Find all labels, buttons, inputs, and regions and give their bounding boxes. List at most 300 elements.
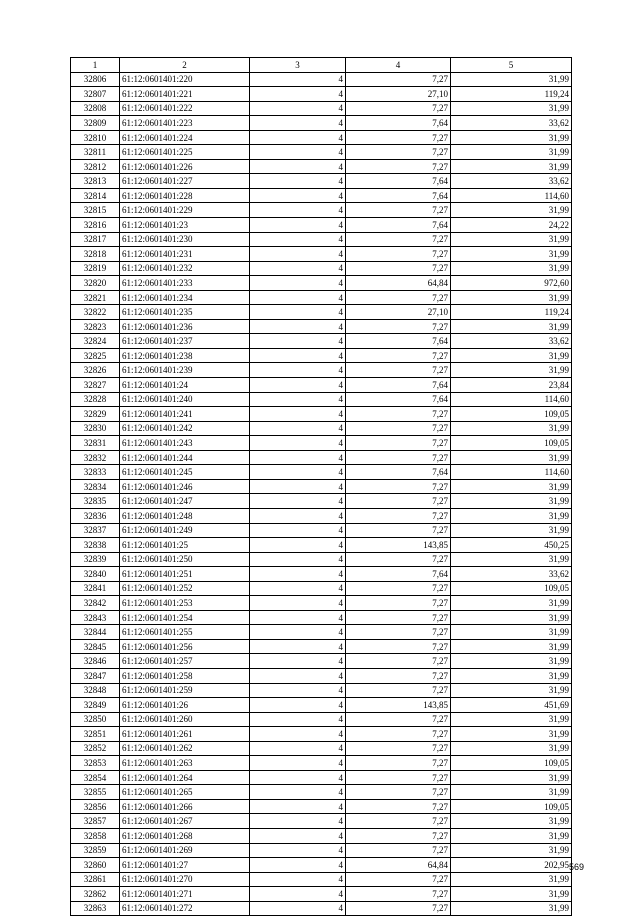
column-3-cell: 4 [250,116,346,131]
column-3-cell: 4 [250,261,346,276]
column-5-cell: 33,62 [451,334,572,349]
column-3-cell: 4 [250,610,346,625]
column-3-cell: 4 [250,683,346,698]
column-3-cell: 4 [250,392,346,407]
column-3-cell: 4 [250,668,346,683]
column-4-cell: 7,27 [346,159,451,174]
column-header: 1 [71,58,120,73]
column-3-cell: 4 [250,712,346,727]
column-3-cell: 4 [250,145,346,160]
row-number-cell: 32831 [71,436,120,451]
column-5-cell: 23,84 [451,378,572,393]
column-3-cell: 4 [250,159,346,174]
column-3-cell: 4 [250,552,346,567]
table-row [71,203,572,218]
column-5-cell: 114,60 [451,392,572,407]
column-5-cell: 31,99 [451,552,572,567]
column-3-cell: 4 [250,305,346,320]
table-row [71,305,572,320]
column-5-cell: 202,95 [451,858,572,873]
table-row [71,392,572,407]
table-row [71,552,572,567]
column-5-cell: 972,60 [451,276,572,291]
table-row [71,741,572,756]
column-4-cell: 7,27 [346,363,451,378]
column-5-cell: 33,62 [451,567,572,582]
row-number-cell: 32822 [71,305,120,320]
table-row [71,508,572,523]
column-4-cell: 64,84 [346,276,451,291]
column-4-cell: 7,27 [346,741,451,756]
column-4-cell: 7,27 [346,290,451,305]
cadastral-number-cell: 61:12:0601401:269 [120,843,250,858]
column-5-cell: 31,99 [451,348,572,363]
column-header: 2 [120,58,250,73]
column-4-cell: 7,27 [346,130,451,145]
column-5-cell: 31,99 [451,72,572,87]
cadastral-number-cell: 61:12:0601401:264 [120,770,250,785]
column-3-cell: 4 [250,799,346,814]
row-number-cell: 32843 [71,610,120,625]
column-4-cell: 7,27 [346,683,451,698]
row-number-cell: 32821 [71,290,120,305]
column-5-cell: 31,99 [451,450,572,465]
row-number-cell: 32819 [71,261,120,276]
column-4-cell: 7,27 [346,494,451,509]
table-row [71,625,572,640]
column-5-cell: 109,05 [451,581,572,596]
table-row [71,799,572,814]
column-3-cell: 4 [250,319,346,334]
column-4-cell: 7,27 [346,799,451,814]
column-3-cell: 4 [250,494,346,509]
cadastral-number-cell: 61:12:0601401:235 [120,305,250,320]
column-5-cell: 119,24 [451,305,572,320]
column-header: 5 [451,58,572,73]
cadastral-number-cell: 61:12:0601401:270 [120,872,250,887]
cadastral-number-cell: 61:12:0601401:271 [120,887,250,902]
cadastral-number-cell: 61:12:0601401:263 [120,756,250,771]
cadastral-number-cell: 61:12:0601401:230 [120,232,250,247]
column-4-cell: 7,27 [346,727,451,742]
column-5-cell: 31,99 [451,654,572,669]
cadastral-number-cell: 61:12:0601401:239 [120,363,250,378]
column-3-cell: 4 [250,218,346,233]
column-3-cell: 4 [250,247,346,262]
column-3-cell: 4 [250,203,346,218]
column-4-cell: 143,85 [346,698,451,713]
row-number-cell: 32813 [71,174,120,189]
column-4-cell: 7,27 [346,436,451,451]
row-number-cell: 32832 [71,450,120,465]
column-3-cell: 4 [250,87,346,102]
table-row [71,828,572,843]
row-number-cell: 32835 [71,494,120,509]
cadastral-number-cell: 61:12:0601401:222 [120,101,250,116]
row-number-cell: 32860 [71,858,120,873]
column-4-cell: 7,27 [346,785,451,800]
cadastral-number-cell: 61:12:0601401:237 [120,334,250,349]
column-4-cell: 7,27 [346,843,451,858]
row-number-cell: 32820 [71,276,120,291]
table-row [71,683,572,698]
table-row [71,581,572,596]
column-4-cell: 7,27 [346,552,451,567]
table-row [71,87,572,102]
cadastral-number-cell: 61:12:0601401:253 [120,596,250,611]
column-5-cell: 31,99 [451,901,572,916]
cadastral-number-cell: 61:12:0601401:244 [120,450,250,465]
table-row [71,654,572,669]
row-number-cell: 32823 [71,319,120,334]
cadastral-number-cell: 61:12:0601401:232 [120,261,250,276]
row-number-cell: 32817 [71,232,120,247]
row-number-cell: 32851 [71,727,120,742]
column-5-cell: 114,60 [451,465,572,480]
column-4-cell: 7,27 [346,319,451,334]
table-row [71,668,572,683]
column-5-cell: 31,99 [451,479,572,494]
row-number-cell: 32808 [71,101,120,116]
table-row [71,712,572,727]
column-3-cell: 4 [250,523,346,538]
column-header: 3 [250,58,346,73]
row-number-cell: 32826 [71,363,120,378]
table-row [71,72,572,87]
column-4-cell: 7,27 [346,887,451,902]
column-4-cell: 7,27 [346,610,451,625]
row-number-cell: 32833 [71,465,120,480]
column-5-cell: 31,99 [451,232,572,247]
cadastral-number-cell: 61:12:0601401:226 [120,159,250,174]
column-3-cell: 4 [250,276,346,291]
column-4-cell: 7,27 [346,625,451,640]
table-row [71,858,572,873]
row-number-cell: 32840 [71,567,120,582]
column-4-cell: 64,84 [346,858,451,873]
table-row [71,290,572,305]
row-number-cell: 32852 [71,741,120,756]
column-3-cell: 4 [250,727,346,742]
column-3-cell: 4 [250,479,346,494]
table-row [71,538,572,553]
cadastral-number-cell: 61:12:0601401:227 [120,174,250,189]
row-number-cell: 32853 [71,756,120,771]
row-number-cell: 32859 [71,843,120,858]
column-3-cell: 4 [250,756,346,771]
cadastral-number-cell: 61:12:0601401:272 [120,901,250,916]
column-4-cell: 7,27 [346,814,451,829]
table-row [71,494,572,509]
row-number-cell: 32848 [71,683,120,698]
row-number-cell: 32845 [71,639,120,654]
cadastral-number-cell: 61:12:0601401:229 [120,203,250,218]
column-4-cell: 7,27 [346,654,451,669]
cadastral-number-cell: 61:12:0601401:27 [120,858,250,873]
cadastral-number-cell: 61:12:0601401:267 [120,814,250,829]
table-row [71,247,572,262]
table-row [71,363,572,378]
table-row [71,567,572,582]
column-4-cell: 7,27 [346,770,451,785]
column-3-cell: 4 [250,450,346,465]
column-3-cell: 4 [250,363,346,378]
cadastral-number-cell: 61:12:0601401:234 [120,290,250,305]
cadastral-number-cell: 61:12:0601401:240 [120,392,250,407]
table-row [71,698,572,713]
column-4-cell: 27,10 [346,87,451,102]
row-number-cell: 32811 [71,145,120,160]
column-3-cell: 4 [250,174,346,189]
table-row [71,843,572,858]
cadastral-number-cell: 61:12:0601401:259 [120,683,250,698]
cadastral-number-cell: 61:12:0601401:242 [120,421,250,436]
row-number-cell: 32841 [71,581,120,596]
column-3-cell: 4 [250,901,346,916]
column-3-cell: 4 [250,334,346,349]
cadastral-number-cell: 61:12:0601401:245 [120,465,250,480]
column-4-cell: 7,27 [346,901,451,916]
column-5-cell: 31,99 [451,770,572,785]
table-row [71,421,572,436]
column-5-cell: 109,05 [451,407,572,422]
table-row [71,261,572,276]
column-header: 4 [346,58,451,73]
cadastral-number-cell: 61:12:0601401:225 [120,145,250,160]
table-row [71,785,572,800]
row-number-cell: 32862 [71,887,120,902]
row-number-cell: 32849 [71,698,120,713]
row-number-cell: 32827 [71,378,120,393]
column-5-cell: 31,99 [451,261,572,276]
header-row [71,58,572,73]
column-5-cell: 31,99 [451,130,572,145]
column-4-cell: 7,27 [346,668,451,683]
row-number-cell: 32816 [71,218,120,233]
cadastral-number-cell: 61:12:0601401:261 [120,727,250,742]
column-3-cell: 4 [250,101,346,116]
column-3-cell: 4 [250,828,346,843]
row-number-cell: 32855 [71,785,120,800]
cadastral-number-cell: 61:12:0601401:228 [120,188,250,203]
column-3-cell: 4 [250,290,346,305]
table-row [71,159,572,174]
column-4-cell: 7,64 [346,378,451,393]
row-number-cell: 32839 [71,552,120,567]
column-4-cell: 7,64 [346,174,451,189]
column-3-cell: 4 [250,625,346,640]
column-4-cell: 7,27 [346,101,451,116]
table-row [71,116,572,131]
table-row [71,596,572,611]
column-4-cell: 7,64 [346,567,451,582]
column-3-cell: 4 [250,465,346,480]
table-row [71,770,572,785]
column-4-cell: 7,27 [346,581,451,596]
cadastral-number-cell: 61:12:0601401:26 [120,698,250,713]
table-row [71,450,572,465]
column-3-cell: 4 [250,858,346,873]
column-4-cell: 7,27 [346,479,451,494]
cadastral-number-cell: 61:12:0601401:23 [120,218,250,233]
column-3-cell: 4 [250,770,346,785]
row-number-cell: 32809 [71,116,120,131]
row-number-cell: 32810 [71,130,120,145]
column-5-cell: 119,24 [451,87,572,102]
column-4-cell: 143,85 [346,538,451,553]
column-4-cell: 7,64 [346,116,451,131]
row-number-cell: 32829 [71,407,120,422]
column-3-cell: 4 [250,567,346,582]
row-number-cell: 32863 [71,901,120,916]
column-5-cell: 450,25 [451,538,572,553]
table-row [71,232,572,247]
table-row [71,639,572,654]
column-3-cell: 4 [250,872,346,887]
cadastral-number-cell: 61:12:0601401:238 [120,348,250,363]
column-5-cell: 31,99 [451,101,572,116]
cadastral-number-cell: 61:12:0601401:236 [120,319,250,334]
row-number-cell: 32830 [71,421,120,436]
cadastral-number-cell: 61:12:0601401:252 [120,581,250,596]
cadastral-number-cell: 61:12:0601401:231 [120,247,250,262]
cadastral-number-cell: 61:12:0601401:256 [120,639,250,654]
row-number-cell: 32818 [71,247,120,262]
table-row [71,465,572,480]
table-row [71,872,572,887]
row-number-cell: 32824 [71,334,120,349]
column-5-cell: 31,99 [451,596,572,611]
table-row [71,348,572,363]
table-row [71,130,572,145]
cadastral-number-cell: 61:12:0601401:254 [120,610,250,625]
column-5-cell: 31,99 [451,727,572,742]
column-5-cell: 31,99 [451,887,572,902]
column-4-cell: 7,27 [346,145,451,160]
column-5-cell: 31,99 [451,741,572,756]
cadastral-number-cell: 61:12:0601401:258 [120,668,250,683]
row-number-cell: 32861 [71,872,120,887]
column-4-cell: 7,64 [346,218,451,233]
row-number-cell: 32854 [71,770,120,785]
column-5-cell: 31,99 [451,872,572,887]
table-row [71,218,572,233]
column-5-cell: 31,99 [451,639,572,654]
column-5-cell: 31,99 [451,494,572,509]
row-number-cell: 32856 [71,799,120,814]
column-3-cell: 4 [250,407,346,422]
table-row [71,610,572,625]
column-4-cell: 7,27 [346,828,451,843]
column-4-cell: 27,10 [346,305,451,320]
column-4-cell: 7,27 [346,508,451,523]
row-number-cell: 32812 [71,159,120,174]
column-4-cell: 7,27 [346,450,451,465]
row-number-cell: 32807 [71,87,120,102]
column-5-cell: 31,99 [451,159,572,174]
column-5-cell: 31,99 [451,785,572,800]
cadastral-number-cell: 61:12:0601401:260 [120,712,250,727]
column-3-cell: 4 [250,508,346,523]
column-3-cell: 4 [250,639,346,654]
row-number-cell: 32836 [71,508,120,523]
column-5-cell: 451,69 [451,698,572,713]
row-number-cell: 32847 [71,668,120,683]
column-5-cell: 31,99 [451,625,572,640]
column-5-cell: 31,99 [451,203,572,218]
column-4-cell: 7,64 [346,188,451,203]
column-3-cell: 4 [250,887,346,902]
column-3-cell: 4 [250,596,346,611]
row-number-cell: 32814 [71,188,120,203]
cadastral-number-cell: 61:12:0601401:221 [120,87,250,102]
table-row [71,887,572,902]
table-row [71,319,572,334]
table-row [71,814,572,829]
column-3-cell: 4 [250,581,346,596]
column-4-cell: 7,64 [346,334,451,349]
cadastral-number-cell: 61:12:0601401:25 [120,538,250,553]
cadastral-number-cell: 61:12:0601401:255 [120,625,250,640]
table-row [71,436,572,451]
column-4-cell: 7,27 [346,261,451,276]
column-5-cell: 31,99 [451,523,572,538]
column-4-cell: 7,27 [346,348,451,363]
cadastral-number-cell: 61:12:0601401:246 [120,479,250,494]
page-number: 569 [568,862,584,872]
column-5-cell: 31,99 [451,610,572,625]
column-4-cell: 7,27 [346,712,451,727]
column-4-cell: 7,64 [346,465,451,480]
column-4-cell: 7,27 [346,596,451,611]
cadastral-number-cell: 61:12:0601401:257 [120,654,250,669]
row-number-cell: 32806 [71,72,120,87]
cadastral-number-cell: 61:12:0601401:251 [120,567,250,582]
row-number-cell: 32828 [71,392,120,407]
table-row [71,174,572,189]
column-3-cell: 4 [250,188,346,203]
column-5-cell: 33,62 [451,116,572,131]
table-body [71,72,572,916]
column-3-cell: 4 [250,130,346,145]
row-number-cell: 32838 [71,538,120,553]
row-number-cell: 32844 [71,625,120,640]
column-3-cell: 4 [250,378,346,393]
cadastral-number-cell: 61:12:0601401:268 [120,828,250,843]
column-4-cell: 7,27 [346,232,451,247]
cadastral-number-cell: 61:12:0601401:248 [120,508,250,523]
table-row [71,276,572,291]
column-4-cell: 7,27 [346,203,451,218]
column-5-cell: 31,99 [451,319,572,334]
row-number-cell: 32834 [71,479,120,494]
column-4-cell: 7,27 [346,523,451,538]
row-number-cell: 32837 [71,523,120,538]
cadastral-number-cell: 61:12:0601401:262 [120,741,250,756]
cadastral-number-cell: 61:12:0601401:266 [120,799,250,814]
cadastral-number-cell: 61:12:0601401:223 [120,116,250,131]
column-3-cell: 4 [250,348,346,363]
cadastral-number-cell: 61:12:0601401:220 [120,72,250,87]
column-3-cell: 4 [250,698,346,713]
cadastral-number-cell: 61:12:0601401:247 [120,494,250,509]
table-row [71,756,572,771]
column-3-cell: 4 [250,232,346,247]
column-4-cell: 7,27 [346,639,451,654]
column-5-cell: 31,99 [451,683,572,698]
column-5-cell: 31,99 [451,668,572,683]
row-number-cell: 32858 [71,828,120,843]
